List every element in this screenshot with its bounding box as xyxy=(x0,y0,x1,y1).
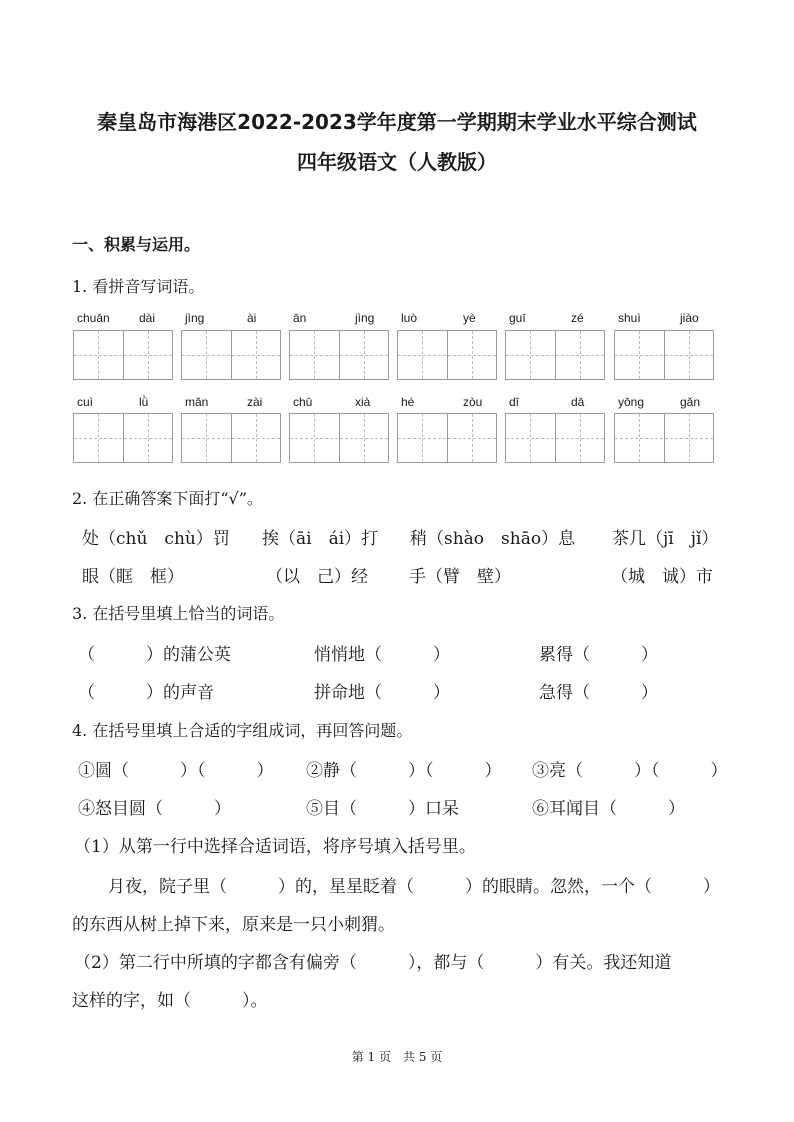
writing-box[interactable] xyxy=(289,413,389,463)
pinyin-syllable: zài xyxy=(247,395,263,409)
q4-item: ③亮（ ）（ ） xyxy=(532,761,728,781)
q4-passage-line-2: 的东西从树上掉下来，原来是一只小刺猬。 xyxy=(72,915,395,935)
pinyin-syllable: dī xyxy=(509,395,520,409)
q4-item: ②静（ ）（ ） xyxy=(306,761,502,781)
writing-box[interactable] xyxy=(397,413,497,463)
pinyin-syllable: jìng xyxy=(355,311,375,325)
q3-item: 拼命地（ ） xyxy=(314,683,450,703)
page-footer: 第 1 页 共 5 页 xyxy=(351,1050,443,1064)
writing-box[interactable] xyxy=(505,413,605,463)
pinyin-syllable: hé xyxy=(401,395,415,409)
pinyin-syllable: ān xyxy=(293,311,307,325)
grid-guide-line xyxy=(615,438,713,439)
grid-guide-line xyxy=(290,438,388,439)
q3-item: 悄悄地（ ） xyxy=(314,645,450,665)
grid-guide-line xyxy=(398,438,496,439)
pinyin-syllable: yè xyxy=(463,311,476,325)
question-2-prompt: 2. 在正确答案下面打“√”。 xyxy=(72,489,263,508)
writing-box[interactable] xyxy=(614,413,714,463)
pinyin-syllable: zòu xyxy=(463,395,483,409)
pinyin-syllable: guī xyxy=(509,311,526,325)
grid-guide-line xyxy=(506,355,604,356)
writing-box[interactable] xyxy=(73,413,173,463)
q3-item: 累得（ ） xyxy=(539,645,658,665)
q2-item: （以 己）经 xyxy=(266,567,368,587)
grid-guide-line xyxy=(182,355,280,356)
writing-box[interactable] xyxy=(397,330,497,380)
q4-sub2-line-1: （2）第二行中所填的字都含有偏旁（ ），都与（ ）有关。我还知道 xyxy=(74,953,672,973)
grid-guide-line xyxy=(290,355,388,356)
q4-passage-line-1: 月夜，院子里（ ）的，星星眨着（ ）的眼睛。忽然，一个（ ） xyxy=(108,877,720,897)
q2-item: 眼（眶 框） xyxy=(82,567,184,587)
q2-item: 处（chǔ chù）罚 xyxy=(82,529,230,549)
pinyin-syllable: gǎn xyxy=(680,395,701,409)
q4-sub1: （1）从第一行中选择合适词语，将序号填入括号里。 xyxy=(74,837,476,857)
q2-item: 稍（shào shāo）息 xyxy=(410,529,576,549)
pinyin-syllable: ài xyxy=(247,311,257,325)
question-4-prompt: 4. 在括号里填上合适的字组成词，再回答问题。 xyxy=(72,721,413,740)
q3-item: （ ）的声音 xyxy=(78,683,214,703)
q4-sub2-line-2: 这样的字，如（ ）。 xyxy=(72,991,268,1011)
grid-guide-line xyxy=(506,438,604,439)
writing-box[interactable] xyxy=(289,330,389,380)
q4-item: ⑤目（ ）口呆 xyxy=(306,799,459,819)
pinyin-syllable: zé xyxy=(571,311,584,325)
grid-guide-line xyxy=(74,355,172,356)
writing-box[interactable] xyxy=(181,413,281,463)
question-1-prompt: 1. 看拼音写词语。 xyxy=(72,277,205,296)
page-title: 秦皇岛市海港区2022-2023学年度第一学期期末学业水平综合测试 xyxy=(97,110,697,134)
grid-guide-line xyxy=(398,355,496,356)
pinyin-syllable: yǒng xyxy=(618,395,645,409)
pinyin-syllable: jìng xyxy=(185,311,205,325)
q2-item: 茶几（jī jǐ） xyxy=(612,529,719,549)
pinyin-syllable: dài xyxy=(139,311,156,325)
grid-guide-line xyxy=(615,355,713,356)
pinyin-syllable: chū xyxy=(293,395,313,409)
pinyin-syllable: lǜ xyxy=(139,395,149,409)
pinyin-syllable: dā xyxy=(571,395,585,409)
grid-guide-line xyxy=(182,438,280,439)
question-3-prompt: 3. 在括号里填上恰当的词语。 xyxy=(72,604,285,623)
writing-box[interactable] xyxy=(614,330,714,380)
pinyin-syllable: shuì xyxy=(618,311,641,325)
writing-box[interactable] xyxy=(181,330,281,380)
q2-item: 挨（āi ái）打 xyxy=(262,529,379,549)
q4-item: ①圆（ ）（ ） xyxy=(78,761,274,781)
q3-item: （ ）的蒲公英 xyxy=(78,645,231,665)
q4-item: ⑥耳闻目（ ） xyxy=(532,799,685,819)
pinyin-syllable: mǎn xyxy=(185,395,209,409)
pinyin-syllable: xià xyxy=(355,395,371,409)
writing-box[interactable] xyxy=(73,330,173,380)
section-heading: 一、积累与运用。 xyxy=(72,235,201,254)
q2-item: （城 诚）市 xyxy=(611,567,713,587)
q4-item: ④怒目圆（ ） xyxy=(78,799,231,819)
pinyin-syllable: cuì xyxy=(77,395,94,409)
writing-box[interactable] xyxy=(505,330,605,380)
pinyin-syllable: luò xyxy=(401,311,418,325)
page-subtitle: 四年级语文（人教版） xyxy=(297,150,497,174)
pinyin-syllable: jiào xyxy=(680,311,699,325)
grid-guide-line xyxy=(74,438,172,439)
q2-item: 手（臂 壁） xyxy=(409,567,511,587)
pinyin-syllable: chuān xyxy=(77,311,110,325)
q3-item: 急得（ ） xyxy=(539,683,658,703)
